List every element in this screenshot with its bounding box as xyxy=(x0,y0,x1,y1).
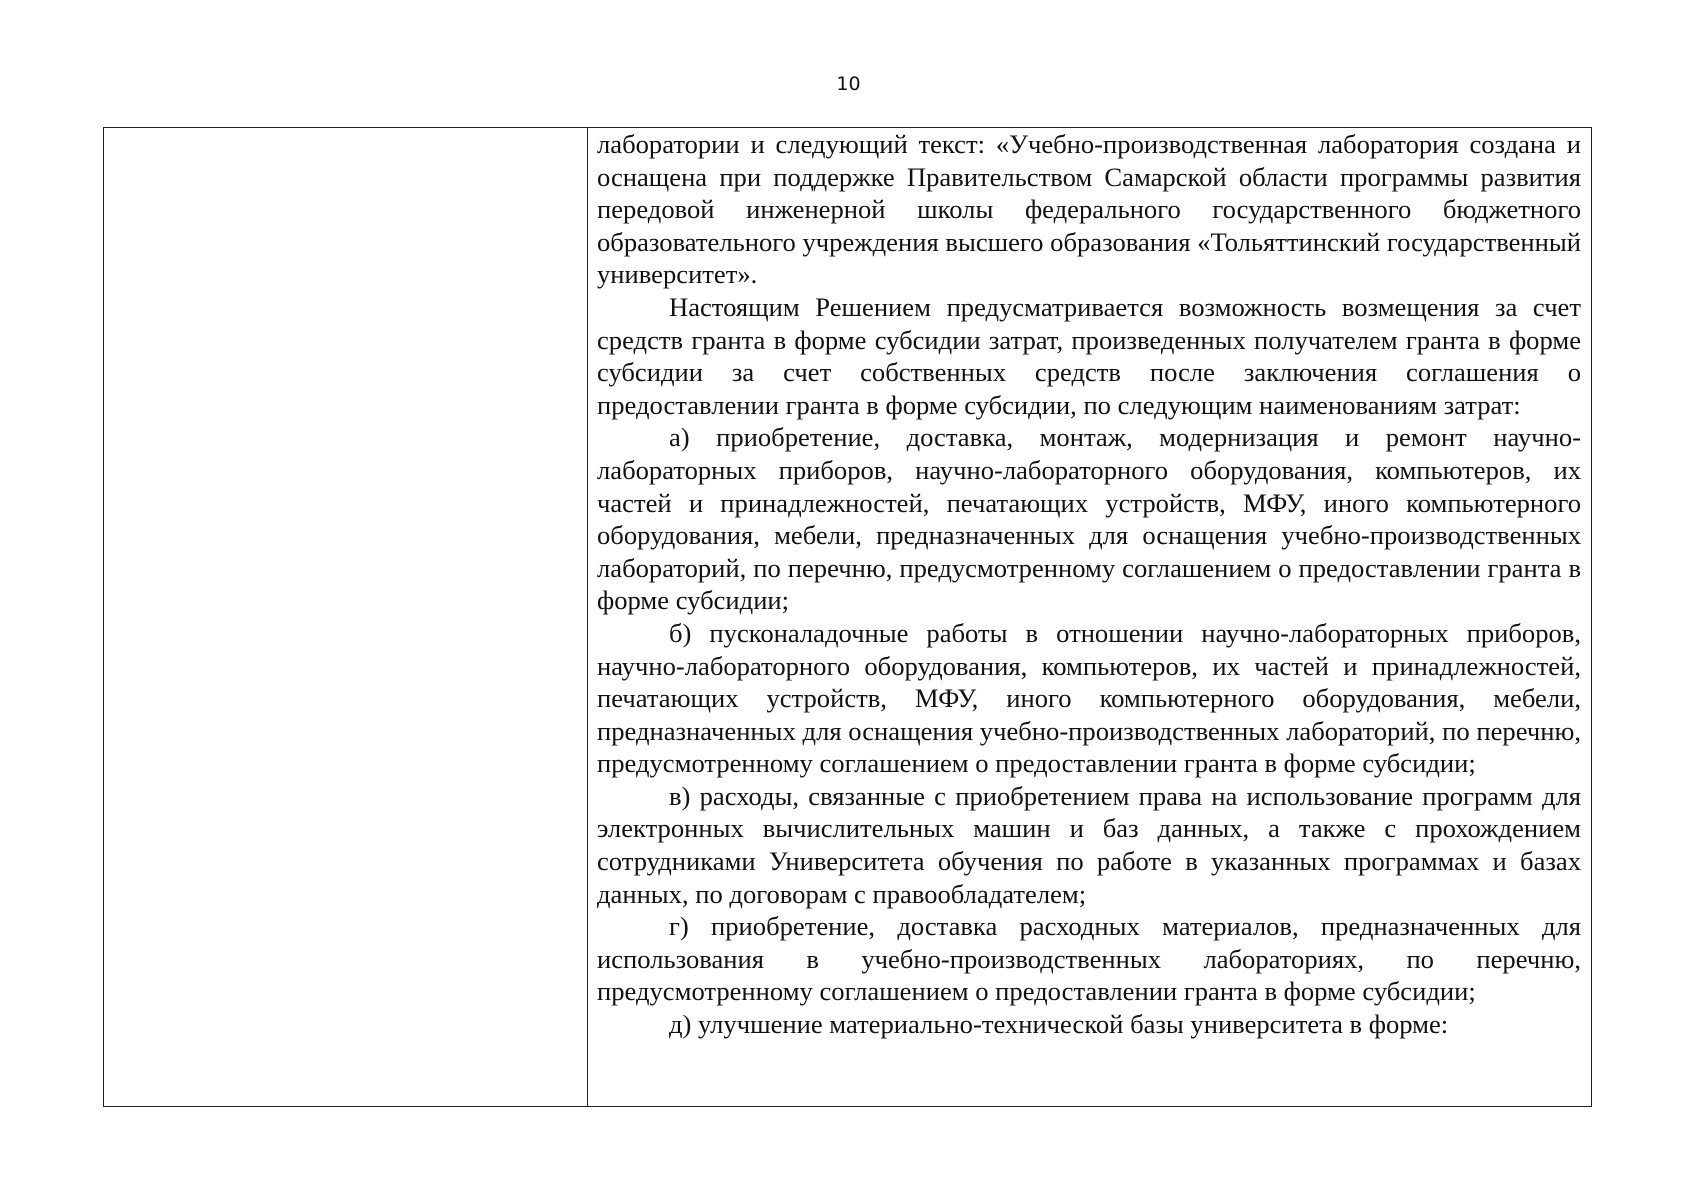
paragraph-decision-intro: Настоящим Решением предусматривается возможность возмещения за счет средств гранта в форме субсидии затрат, произведенных получателем гранта в форме субсидии за счет собственных средств после заключения соглашения о предоставлении гранта в форме субсидии, по следующим наименованиям затрат: xyxy=(597,291,1581,420)
page-number: 10 xyxy=(836,73,861,95)
document-table xyxy=(103,127,1592,1107)
list-item-g: г) приобретение, доставка расходных материалов, предназначенных для использования в учебно-производственных лабораториях, по перечню, предусмотренному соглашением о предоставлении гранта в форме субсидии; xyxy=(597,911,1581,1007)
list-item-a: а) приобретение, доставка, монтаж, модернизация и ремонт научно-лабораторных приборов, научно-лабораторного оборудования, компьютеров, их частей и принадлежностей, печатающих устройств, МФУ, иного компьютерного оборудования, мебели, предназначенных для оснащения учебно-производственных лабораторий, по перечню, предусмотренному соглашением о предоставлении гранта в форме субсидии; xyxy=(597,422,1581,616)
table-right-cell xyxy=(588,128,1591,1106)
paragraph-continuation: лаборатории и следующий текст: «Учебно-производственная лаборатория создана и оснащена при поддержке Правительством Самарской области программы развития передовой инженерной школы федерального государственного бюджетного образовательного учреждения высшего образования «Тольяттинский государственный университет». xyxy=(597,129,1581,290)
table-left-cell xyxy=(104,128,588,1106)
list-item-b: б) пусконаладочные работы в отношении научно-лабораторных приборов, научно-лабораторного оборудования, компьютеров, их частей и принадлежностей, печатающих устройств, МФУ, иного компьютерного оборудования, мебели, предназначенных для оснащения учебно-производственных лабораторий, по перечню, предусмотренному соглашением о предоставлении гранта в форме субсидии; xyxy=(597,617,1581,779)
list-item-v: в) расходы, связанные с приобретением права на использование программ для электронных вычислительных машин и баз данных, а также с прохождением сотрудниками Университета обучения по работе в указанных программах и базах данных, по договорам с правообладателем; xyxy=(597,780,1581,909)
list-item-d: д) улучшение материально-технической базы университета в форме: xyxy=(669,1009,1449,1040)
